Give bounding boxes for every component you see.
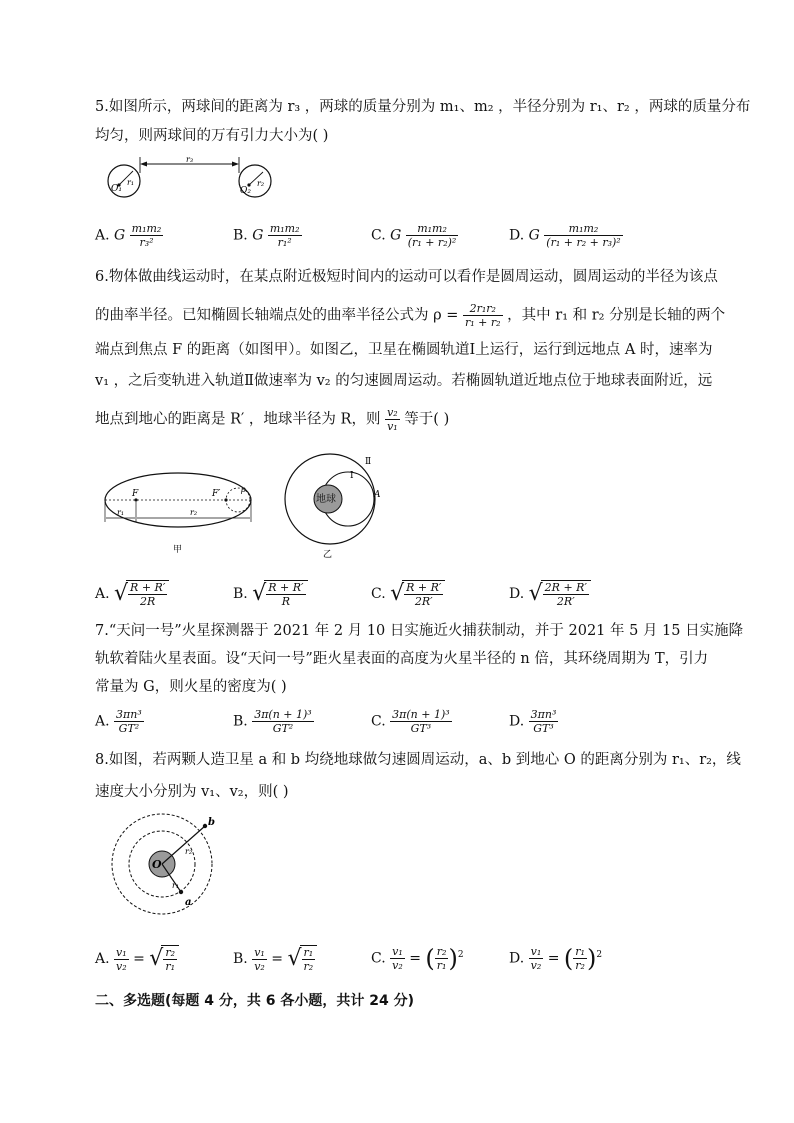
q6-stem-line3: 端点到焦点 F 的距离（如图甲）。如图乙，卫星在椭圆轨道Ⅰ上运行，运行到远地点 A 时，速率为 [95, 342, 713, 358]
caption-jia: 甲 [173, 545, 183, 555]
q5-option-d[interactable]: D. G $\frac{\text{m₁m₂}}{\text{(r₁ + r₂ + r₃)²}}$ [509, 222, 621, 249]
q7-option-b[interactable]: B. $\frac{\text{3π(n + 1)³}}{\text{GT²}}$ [233, 708, 312, 735]
q6-option-c[interactable]: C. √ $\frac{R + R'}{2R'}$ [371, 580, 445, 608]
q5-stem-line2: 均匀，则两球间的万有引力大小为( ) [95, 128, 329, 144]
q7-option-a[interactable]: A. $\frac{\text{3πn³}}{\text{GT²}}$ [95, 708, 142, 735]
label-o: O [152, 858, 162, 871]
q8-option-c[interactable]: C. $\frac{\text{v₁}}{\text{v₂}}$ = ( $\frac{\text{r₂}}{\text{r₁}}$ )$^2$ [371, 944, 464, 973]
q5-figure [100, 155, 280, 205]
q6-stem-line1: 6.物体做曲线运动时，在某点附近极短时间内的运动可以看作是圆周运动，圆周运动的半径为该点 [95, 269, 718, 285]
label-a: A [374, 490, 381, 500]
q8-option-b[interactable]: B. $\frac{\text{v₁}}{\text{v₂}}$ = √ $\frac{\text{r₁}}{\text{r₂}}$ [233, 945, 317, 973]
label-r1: r₁ [172, 881, 180, 890]
label-orbit-i: Ⅰ [350, 471, 354, 481]
label-focus-f: F [132, 489, 139, 499]
section-heading-multiple-choice: 二、多选题(每题 4 分，共 6 各小题，共计 24 分) [95, 993, 415, 1009]
q7-option-c[interactable]: C. $\frac{\text{3π(n + 1)³}}{\text{GT³}}$ [371, 708, 450, 735]
label-r1: r₁ [117, 508, 125, 517]
label-orbit-ii: Ⅱ [365, 457, 372, 467]
q7-stem-line3: 常量为 G，则火星的密度为( ) [95, 679, 287, 695]
caption-yi: 乙 [323, 550, 333, 560]
label-r3: r₃ [186, 155, 194, 164]
q6-stem-line2: 的曲率半径。已知椭圆长轴端点处的曲率半径公式为 ρ = $\frac{\text{2r₁r₂}}{\text{r₁ + r₂}}$ ，其中 r₁ 和 r₂ 分别是长轴的两个 [95, 302, 726, 329]
label-r2: r₂ [257, 179, 265, 188]
label-focus-f2: F′ [212, 489, 221, 499]
q8-stem-line1: 8.如图，若两颗人造卫星 a 和 b 均绕地球做匀速圆周运动，a、b 到地心 O 的距离分别为 r₁、r₂，线 [95, 752, 741, 768]
label-r2: r₂ [190, 508, 198, 517]
label-b: b [208, 817, 215, 828]
label-r2: r₂ [185, 847, 193, 856]
q5-stem-line1: 5.如图所示，两球间的距离为 r₃ ，两球的质量分别为 m₁、m₂ ，半径分别为 r₁、r₂ ，两球的质量分布 [95, 99, 751, 115]
q8-stem-line2: 速度大小分别为 v₁、v₂，则( ) [95, 784, 289, 800]
q8-option-d[interactable]: D. $\frac{\text{v₁}}{\text{v₂}}$ = ( $\frac{\text{r₁}}{\text{r₂}}$ )$^2$ [509, 944, 603, 973]
label-o2: O₂ [240, 186, 251, 196]
q7-stem-line1: 7.“天问一号”火星探测器于 2021 年 2 月 10 日实施近火捕获制动，并于 2021 年 5 月 15 日实施降 [95, 623, 744, 639]
q6-figure-yi [280, 452, 390, 560]
label-o1: O₁ [111, 184, 122, 194]
label-r1: r₁ [127, 178, 135, 187]
q7-option-d[interactable]: D. $\frac{\text{3πn³}}{\text{GT³}}$ [509, 708, 557, 735]
q5-option-b[interactable]: B. G $\frac{\text{m₁m₂}}{\text{r₁²}}$ [233, 222, 300, 249]
q5-option-c[interactable]: C. G $\frac{\text{m₁m₂}}{\text{(r₁ + r₂)²}}$ [371, 222, 457, 249]
q6-option-d[interactable]: D. √ $\frac{2R + R'}{2R'}$ [509, 580, 591, 608]
q6-stem-line5: 地点到地心的距离是 R′ ，地球半径为 R，则 $\frac{\text{v₂}}{\text{v₁}}$ 等于( ) [95, 406, 450, 433]
q6-stem-line4: v₁ ，之后变轨进入轨道Ⅱ做速率为 v₂ 的匀速圆周运动。若椭圆轨道近地点位于地球表面附近，远 [95, 373, 713, 389]
q8-option-a[interactable]: A. $\frac{\text{v₁}}{\text{v₂}}$ = √ $\frac{\text{r₂}}{\text{r₁}}$ [95, 945, 179, 973]
q6-option-a[interactable]: A. √ $\frac{R + R'}{2R}$ [95, 580, 169, 608]
label-earth: 地球 [316, 494, 336, 505]
q6-figure-jia [100, 468, 260, 560]
q5-option-a[interactable]: A. G $\frac{\text{m₁m₂}}{\text{r₃²}}$ [95, 222, 162, 249]
label-a: a [185, 897, 192, 908]
label-rho: ρ [241, 485, 246, 494]
q8-figure [105, 812, 225, 922]
q6-option-b[interactable]: B. √ $\frac{R + R'}{R}$ [233, 580, 308, 608]
q7-stem-line2: 轨软着陆火星表面。设“天问一号”距火星表面的高度为火星半径的 n 倍，其环绕周期为 T，引力 [95, 651, 709, 667]
